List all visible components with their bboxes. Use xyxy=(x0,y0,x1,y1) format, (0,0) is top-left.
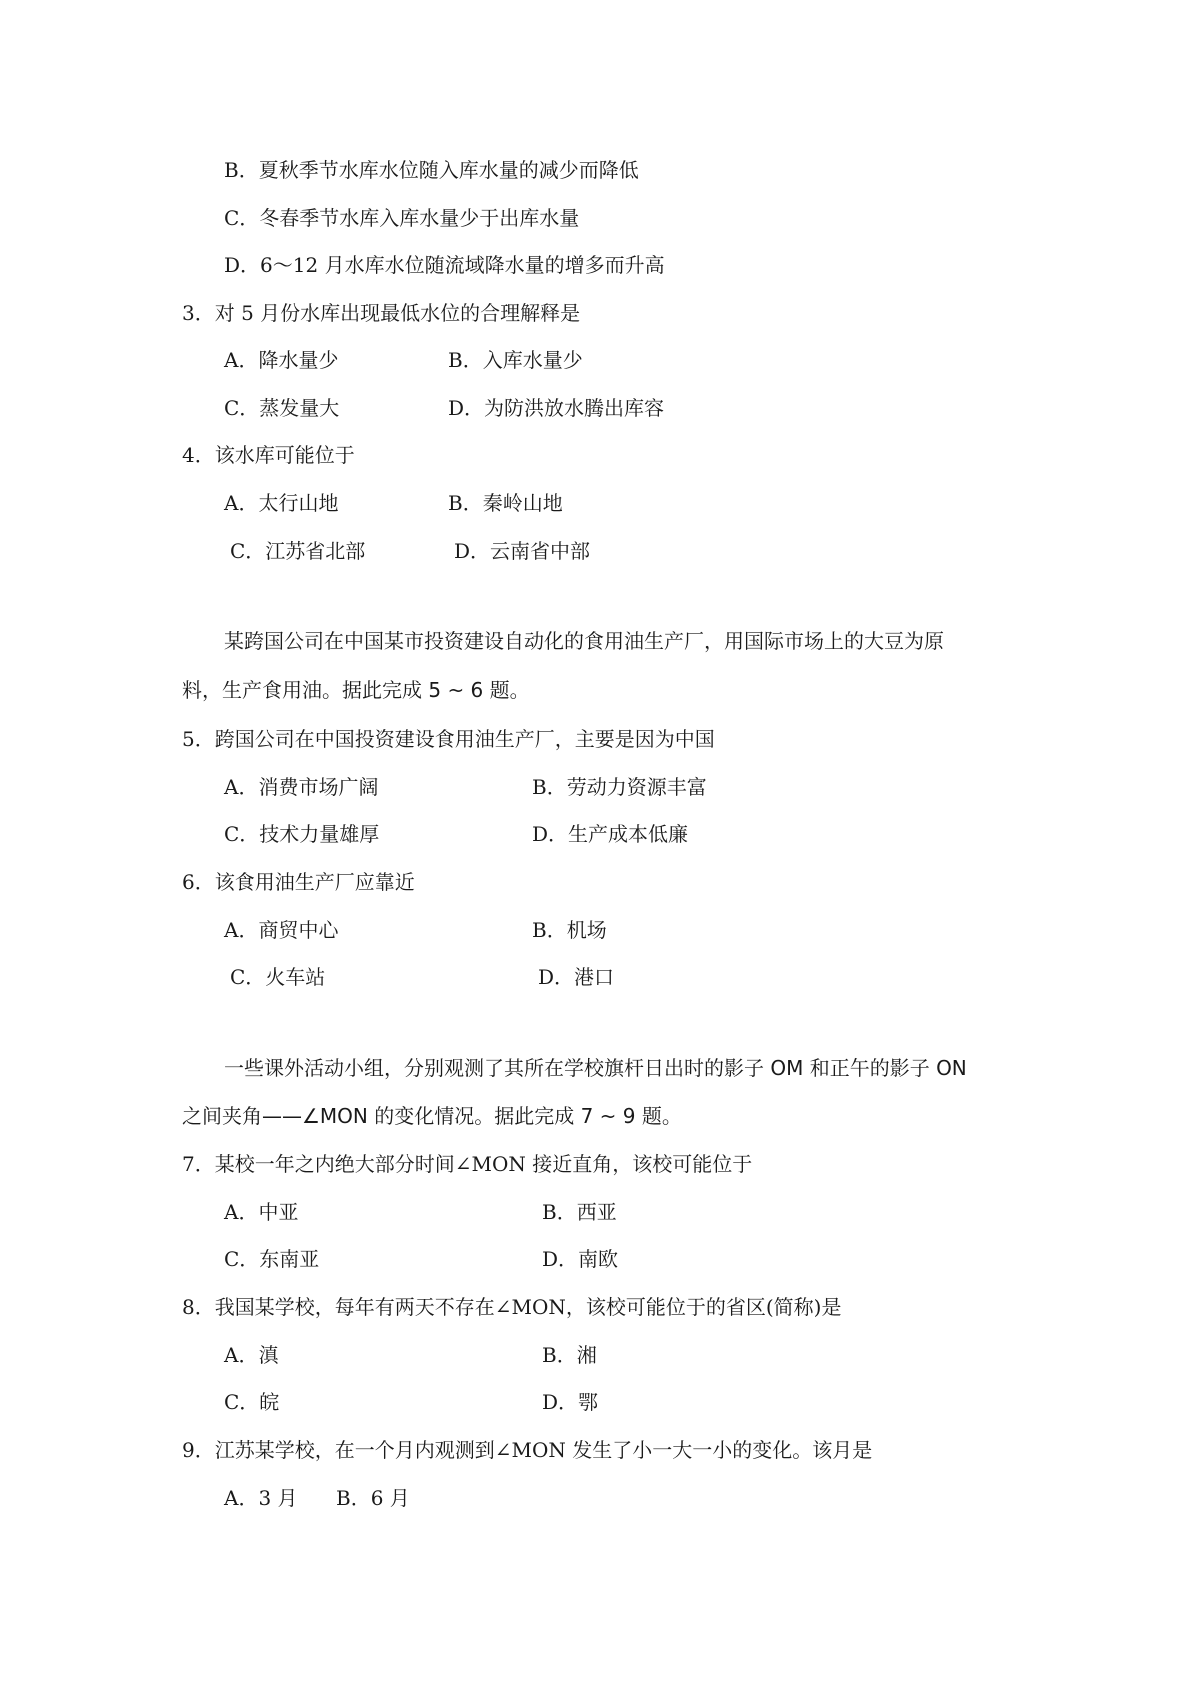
q8-option-c: C．皖 xyxy=(224,1390,280,1414)
q3-stem: 3．对 5 月份水库出现最低水位的合理解释是 xyxy=(182,301,581,325)
intro-7-9-line1: 一些课外活动小组，分别观测了其所在学校旗杆日出时的影子 OM 和正午的影子 ON xyxy=(224,1056,967,1080)
q5-stem: 5．跨国公司在中国投资建设食用油生产厂，主要是因为中国 xyxy=(182,727,715,751)
q5-option-b: B．劳动力资源丰富 xyxy=(532,775,707,799)
q6-option-c: C．火车站 xyxy=(230,965,326,989)
q2-option-c: C．冬春季节水库入库水量少于出库水量 xyxy=(224,206,580,230)
q7-option-d: D．南欧 xyxy=(542,1247,619,1271)
q3-option-a: A．降水量少 xyxy=(224,348,339,372)
intro-5-6-line2: 料，生产食用油。据此完成 5 ~ 6 题。 xyxy=(182,678,530,702)
q5-option-a: A．消费市场广阔 xyxy=(224,775,379,799)
q4-option-d: D．云南省中部 xyxy=(454,539,591,563)
q4-stem: 4．该水库可能位于 xyxy=(182,443,355,467)
q6-option-a: A．商贸中心 xyxy=(224,918,339,942)
q9-stem: 9．江苏某学校，在一个月内观测到∠MON 发生了小一大一小的变化。该月是 xyxy=(182,1438,873,1462)
q2-option-d: D．6～12 月水库水位随流域降水量的增多而升高 xyxy=(224,253,665,277)
q2-option-b: B．夏秋季节水库水位随入库水量的减少而降低 xyxy=(224,158,639,182)
q7-option-a: A．中亚 xyxy=(224,1200,299,1224)
intro-5-6-line1: 某跨国公司在中国某市投资建设自动化的食用油生产厂，用国际市场上的大豆为原 xyxy=(224,629,944,653)
q6-option-d: D．港口 xyxy=(538,965,615,989)
q4-option-a: A．太行山地 xyxy=(224,491,339,515)
q4-option-c: C．江苏省北部 xyxy=(230,539,366,563)
q9-option-b: B．6 月 xyxy=(336,1486,410,1510)
q7-option-c: C．东南亚 xyxy=(224,1247,320,1271)
q3-option-c: C．蒸发量大 xyxy=(224,396,340,420)
q9-option-a: A．3 月 xyxy=(224,1486,298,1510)
q6-option-b: B．机场 xyxy=(532,918,607,942)
q3-option-d: D．为防洪放水腾出库容 xyxy=(448,396,665,420)
q8-option-a: A．滇 xyxy=(224,1343,279,1367)
q8-option-b: B．湘 xyxy=(542,1343,597,1367)
q3-option-b: B．入库水量少 xyxy=(448,348,583,372)
q7-stem: 7．某校一年之内绝大部分时间∠MON 接近直角，该校可能位于 xyxy=(182,1152,753,1176)
q4-option-b: B．秦岭山地 xyxy=(448,491,563,515)
q8-option-d: D．鄂 xyxy=(542,1390,599,1414)
q5-option-d: D．生产成本低廉 xyxy=(532,822,689,846)
q7-option-b: B．西亚 xyxy=(542,1200,617,1224)
q6-stem: 6．该食用油生产厂应靠近 xyxy=(182,870,415,894)
q5-option-c: C．技术力量雄厚 xyxy=(224,822,380,846)
intro-7-9-line2: 之间夹角——∠MON 的变化情况。据此完成 7 ~ 9 题。 xyxy=(182,1104,682,1128)
q8-stem: 8．我国某学校，每年有两天不存在∠MON，该校可能位于的省区(简称)是 xyxy=(182,1295,842,1319)
